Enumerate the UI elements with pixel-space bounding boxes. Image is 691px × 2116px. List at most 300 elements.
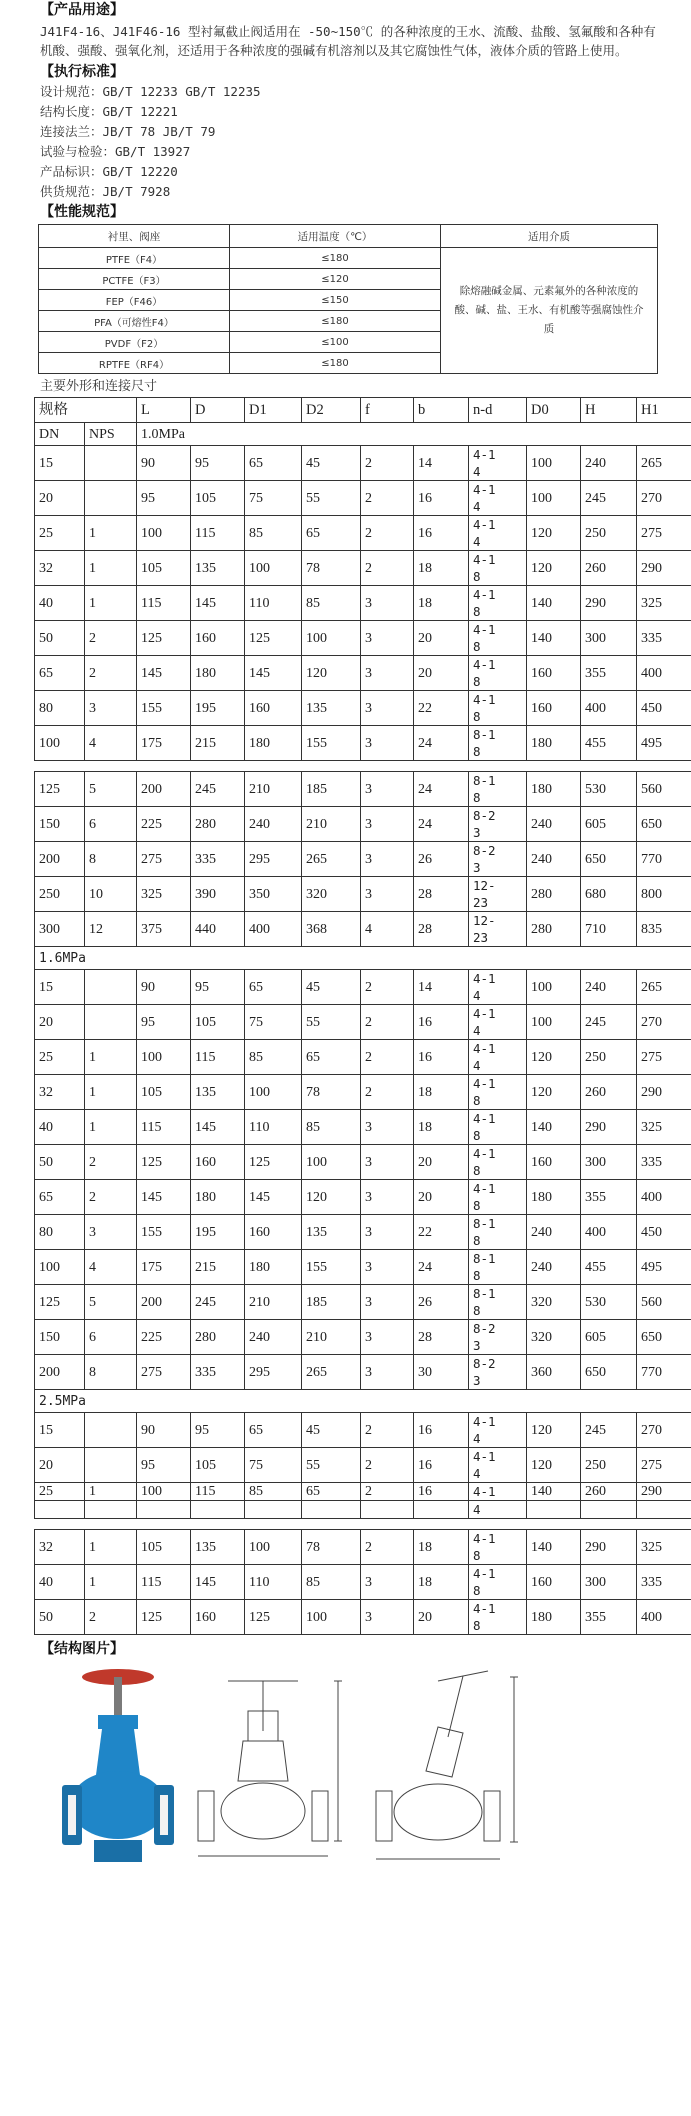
dims-cell: 16: [414, 1483, 469, 1501]
dims-cell: 605: [581, 1320, 637, 1355]
dims-cell: 3: [361, 772, 414, 807]
dims-cell: 400: [581, 1215, 637, 1250]
dims-cell: 95: [191, 970, 245, 1005]
dims-cell: 125: [245, 621, 302, 656]
dims-cell: 280: [527, 912, 581, 947]
dims-cell: 160: [191, 1145, 245, 1180]
dims-cell: 320: [527, 1320, 581, 1355]
dims-cell: 3: [361, 1355, 414, 1390]
dims-cell: 16: [414, 1448, 469, 1483]
dims-cell: 160: [527, 691, 581, 726]
dims-cell: [245, 1501, 302, 1519]
dims-cell: 120: [527, 1075, 581, 1110]
dims-cell: 14: [414, 446, 469, 481]
dims-cell: 650: [581, 842, 637, 877]
dims-cell: 245: [581, 1413, 637, 1448]
usage-text: J41F4-16、J41F46-16 型衬氟截止阀适用在 -50~150℃ 的各种浓度的王水、流酸、盐酸、氢氟酸和各种有机酸、强酸、强氧化剂，还适用于各种浓度的强碱有机溶剂以及其它腐蚀性气体，液体介质的管路上使用。: [40, 24, 656, 58]
dims-cell: 185: [302, 772, 361, 807]
dims-cell: 145: [245, 1180, 302, 1215]
dims-cell: 80: [35, 691, 85, 726]
dims-cell: 265: [637, 970, 691, 1005]
dims-cell: 80: [35, 1215, 85, 1250]
dims-caption: 主要外形和连接尺寸: [40, 379, 158, 394]
dims-cell: 155: [137, 1215, 191, 1250]
dims-cell: 3: [85, 691, 137, 726]
header-d1: D1: [245, 398, 302, 423]
dims-row: [35, 1565, 691, 1600]
dims-cell: 26: [414, 1285, 469, 1320]
dims-cell: 8-2 3: [469, 1355, 527, 1390]
performance-row: [39, 248, 658, 269]
dims-cell: 4-1 4: [469, 1413, 527, 1448]
dims-cell: [85, 1413, 137, 1448]
dims-cell: 8: [85, 1355, 137, 1390]
dims-cell: 150: [35, 807, 85, 842]
dims-cell: 390: [191, 877, 245, 912]
dims-cell: 120: [527, 1040, 581, 1075]
dims-cell: 8: [85, 842, 137, 877]
dims-cell: 16: [414, 1413, 469, 1448]
dims-cell: 245: [191, 1285, 245, 1320]
medium-cell: 除熔融碱金属、元素氟外的各种浓度的酸、碱、盐、王水、有机酸等强腐蚀性介质: [441, 248, 658, 374]
dims-cell: 135: [302, 691, 361, 726]
dims-cell: 1: [85, 1565, 137, 1600]
dims-row: [35, 726, 691, 761]
dims-cell: 32: [35, 1075, 85, 1110]
dims-cell: 1: [85, 551, 137, 586]
header-h: H: [581, 398, 637, 423]
dims-cell: 265: [637, 446, 691, 481]
dims-cell: 30: [414, 1355, 469, 1390]
dims-cell: 8-1 8: [469, 1285, 527, 1320]
dims-cell: 12- 23: [469, 877, 527, 912]
dims-cell: [85, 1005, 137, 1040]
dims-cell: 185: [302, 1285, 361, 1320]
dims-cell: [191, 1501, 245, 1519]
dims-cell: 160: [191, 621, 245, 656]
lining-cell: RPTFE（RF4）: [39, 353, 230, 374]
dims-cell: 18: [414, 1075, 469, 1110]
dims-cell: 145: [137, 656, 191, 691]
dims-cell: 145: [137, 1180, 191, 1215]
dims-row: [35, 1250, 691, 1285]
header-nps: NPS: [85, 423, 137, 446]
dims-row: [35, 1040, 691, 1075]
dims-cell: 3: [361, 726, 414, 761]
dims-cell: 295: [245, 842, 302, 877]
spacer-cell: [35, 761, 691, 772]
dims-row: [35, 481, 691, 516]
dims-cell: 155: [137, 691, 191, 726]
temp-cell: ≤180: [230, 353, 441, 374]
standard-design: 设计规范：GB/T 12233 GB/T 12235: [40, 84, 261, 99]
dims-cell: 245: [191, 772, 245, 807]
dims-cell: 24: [414, 807, 469, 842]
dims-cell: 105: [137, 1075, 191, 1110]
dims-cell: 105: [191, 1448, 245, 1483]
dims-cell: 335: [637, 1565, 691, 1600]
dims-cell: 100: [137, 1483, 191, 1501]
dims-cell: 240: [527, 1215, 581, 1250]
dims-cell: 280: [527, 877, 581, 912]
dims-cell: 20: [414, 1145, 469, 1180]
temp-cell: ≤180: [230, 248, 441, 269]
dims-cell: 325: [637, 1110, 691, 1145]
dims-cell: 95: [137, 1005, 191, 1040]
dims-cell: 240: [581, 446, 637, 481]
performance-table: [38, 224, 658, 374]
dims-row: [35, 1448, 691, 1483]
standard-flange: 连接法兰：JB/T 78 JB/T 79: [40, 124, 216, 139]
dims-cell: 245: [581, 481, 637, 516]
lining-cell: PTFE（F4）: [39, 248, 230, 269]
dims-row: [35, 1145, 691, 1180]
dims-cell: [581, 1501, 637, 1519]
temp-cell: ≤100: [230, 332, 441, 353]
dims-cell: 4-1 8: [469, 1565, 527, 1600]
dims-cell: 15: [35, 970, 85, 1005]
header-f: f: [361, 398, 414, 423]
dims-cell: 100: [245, 551, 302, 586]
dims-row: [35, 1413, 691, 1448]
dims-cell: 85: [245, 1483, 302, 1501]
dims-cell: 4-1 8: [469, 1180, 527, 1215]
dims-cell: 4-1 8: [469, 691, 527, 726]
dims-cell: 90: [137, 446, 191, 481]
header-spec: 规格: [35, 398, 137, 423]
dims-cell: 10: [85, 877, 137, 912]
dims-row: [35, 1110, 691, 1145]
dims-cell: 195: [191, 691, 245, 726]
dimensions-table: [34, 397, 691, 1635]
dims-cell: 3: [361, 1600, 414, 1635]
dims-cell: 290: [637, 1075, 691, 1110]
dims-cell: [361, 1501, 414, 1519]
dims-cell: 455: [581, 1250, 637, 1285]
dims-cell: 115: [191, 516, 245, 551]
dims-cell: 120: [302, 656, 361, 691]
dims-cell: 115: [137, 1565, 191, 1600]
dims-cell: 3: [361, 656, 414, 691]
dims-cell: 100: [302, 1145, 361, 1180]
dims-cell: 200: [137, 772, 191, 807]
header-d2: D2: [302, 398, 361, 423]
dims-cell: 1: [85, 1483, 137, 1501]
dims-cell: 100: [35, 1250, 85, 1285]
dims-cell: 450: [637, 691, 691, 726]
dims-cell: 3: [361, 1565, 414, 1600]
dims-cell: 125: [35, 1285, 85, 1320]
dims-cell: 2: [361, 446, 414, 481]
dims-cell: 110: [245, 1565, 302, 1600]
dims-cell: 125: [35, 772, 85, 807]
dims-cell: 800: [637, 877, 691, 912]
dims-cell: 160: [245, 1215, 302, 1250]
dims-row: [35, 970, 691, 1005]
dims-cell: 65: [35, 1180, 85, 1215]
dims-cell: 65: [245, 446, 302, 481]
dims-cell: 26: [414, 842, 469, 877]
dims-cell: 125: [245, 1600, 302, 1635]
dims-cell: 140: [527, 621, 581, 656]
dims-cell: 4-1 8: [469, 1600, 527, 1635]
dims-cell: 1: [85, 1110, 137, 1145]
dims-cell: 290: [581, 1530, 637, 1565]
dims-cell: 22: [414, 1215, 469, 1250]
dims-cell: 25: [35, 516, 85, 551]
dims-cell: 3: [361, 1110, 414, 1145]
dims-cell: 78: [302, 551, 361, 586]
dims-cell: 245: [581, 1005, 637, 1040]
dims-cell: 140: [527, 1110, 581, 1145]
dims-cell: 240: [527, 807, 581, 842]
header-medium: 适用介质: [441, 225, 658, 248]
dims-cell: 4-1 8: [469, 551, 527, 586]
dims-cell: 28: [414, 1320, 469, 1355]
dims-cell: 145: [191, 1565, 245, 1600]
dims-cell: 280: [191, 1320, 245, 1355]
dims-cell: 2: [361, 481, 414, 516]
dims-cell: 6: [85, 1320, 137, 1355]
dims-cell: 75: [245, 481, 302, 516]
dims-cell: 4-1 8: [469, 1075, 527, 1110]
dims-cell: 1: [85, 1075, 137, 1110]
lining-cell: FEP（F46）: [39, 290, 230, 311]
dims-cell: 125: [137, 1145, 191, 1180]
dims-cell: 2: [361, 1448, 414, 1483]
dims-cell: 275: [137, 842, 191, 877]
dims-cell: 78: [302, 1530, 361, 1565]
dims-cell: 125: [137, 621, 191, 656]
performance-header-row: [39, 225, 658, 248]
dims-row: [35, 1005, 691, 1040]
dims-cell: 40: [35, 1565, 85, 1600]
dims-cell: 95: [191, 446, 245, 481]
dims-spacer-row: [35, 761, 691, 772]
dims-cell: 12: [85, 912, 137, 947]
dims-cell: 1: [85, 1530, 137, 1565]
structure-images: [38, 1661, 658, 1901]
dims-cell: 320: [302, 877, 361, 912]
dims-cell: 180: [527, 726, 581, 761]
dims-cell: 160: [527, 656, 581, 691]
dims-cell: [85, 446, 137, 481]
dims-cell: 120: [527, 1413, 581, 1448]
dims-cell: 120: [527, 516, 581, 551]
dims-row: [35, 691, 691, 726]
dims-cell: 2: [361, 551, 414, 586]
dims-row: [35, 1215, 691, 1250]
dims-cell: 120: [527, 1448, 581, 1483]
dims-row: [35, 1483, 691, 1501]
dims-cell: 105: [137, 1530, 191, 1565]
dims-cell: 85: [302, 586, 361, 621]
dims-cell: 180: [245, 1250, 302, 1285]
dims-cell: 125: [137, 1600, 191, 1635]
dims-cell: 145: [191, 586, 245, 621]
dims-cell: 3: [361, 807, 414, 842]
dims-cell: 495: [637, 726, 691, 761]
dims-cell: 680: [581, 877, 637, 912]
dims-cell: [35, 1501, 85, 1519]
dims-cell: 4-1 4: [469, 1040, 527, 1075]
dims-cell: 275: [637, 516, 691, 551]
lining-cell: PCTFE（F3）: [39, 269, 230, 290]
dims-cell: 650: [637, 1320, 691, 1355]
dims-cell: 2: [361, 1483, 414, 1501]
dims-cell: 275: [637, 1448, 691, 1483]
dims-cell: 3: [361, 621, 414, 656]
header-h1: H1: [637, 398, 691, 423]
pressure-row: [35, 1390, 691, 1413]
dims-cell: 1: [85, 586, 137, 621]
dims-cell: 290: [581, 586, 637, 621]
dims-cell: 2: [85, 1145, 137, 1180]
dims-cell: 25: [35, 1483, 85, 1501]
dims-cell: 4-1 4: [469, 1005, 527, 1040]
dims-cell: 155: [302, 1250, 361, 1285]
dims-row: [35, 1285, 691, 1320]
dims-cell: 125: [245, 1145, 302, 1180]
dims-cell: 65: [245, 1413, 302, 1448]
dims-cell: [85, 481, 137, 516]
dims-cell: 355: [581, 1600, 637, 1635]
dims-cell: 2: [361, 1530, 414, 1565]
dims-cell: 100: [35, 726, 85, 761]
temp-cell: ≤180: [230, 311, 441, 332]
standard-supply: 供货规范：JB/T 7928: [40, 184, 171, 199]
dims-cell: 28: [414, 912, 469, 947]
dims-cell: 270: [637, 1413, 691, 1448]
dims-cell: 8-1 8: [469, 726, 527, 761]
dims-cell: 250: [581, 1448, 637, 1483]
dims-cell: 95: [191, 1413, 245, 1448]
dims-cell: 95: [137, 1448, 191, 1483]
dims-cell: 4-1 4: [469, 1448, 527, 1483]
dims-cell: 4: [469, 1501, 527, 1519]
standard-marking: 产品标识：GB/T 12220: [40, 164, 178, 179]
dims-cell: 650: [637, 807, 691, 842]
dims-row: [35, 912, 691, 947]
dims-cell: 275: [637, 1040, 691, 1075]
dims-cell: 18: [414, 551, 469, 586]
dims-cell: 250: [581, 516, 637, 551]
dims-cell: 16: [414, 1005, 469, 1040]
dims-cell: 90: [137, 1413, 191, 1448]
dims-cell: 50: [35, 621, 85, 656]
dims-cell: 15: [35, 1413, 85, 1448]
dims-cell: 8-1 8: [469, 772, 527, 807]
standards-section-title: 【执行标准】: [40, 64, 124, 80]
dims-cell: 100: [137, 1040, 191, 1075]
dims-cell: 325: [137, 877, 191, 912]
dims-row: [35, 516, 691, 551]
dims-cell: 450: [637, 1215, 691, 1250]
dims-cell: 24: [414, 1250, 469, 1285]
dims-cell: 3: [361, 691, 414, 726]
dims-cell: 95: [137, 481, 191, 516]
dims-cell: 16: [414, 516, 469, 551]
dims-cell: 3: [361, 877, 414, 912]
dims-cell: 4-1 8: [469, 1110, 527, 1145]
dims-cell: 2: [85, 656, 137, 691]
dims-row: [35, 586, 691, 621]
dims-cell: 160: [191, 1600, 245, 1635]
standard-test: 试验与检验：GB/T 13927: [40, 144, 191, 159]
dims-cell: 65: [245, 970, 302, 1005]
dims-cell: 115: [137, 586, 191, 621]
dims-cell: 45: [302, 1413, 361, 1448]
dims-cell: 155: [302, 726, 361, 761]
dims-cell: 8-1 8: [469, 1250, 527, 1285]
dims-cell: 85: [245, 516, 302, 551]
dims-cell: 18: [414, 1530, 469, 1565]
dims-cell: 295: [245, 1355, 302, 1390]
dims-cell: 3: [361, 1285, 414, 1320]
dims-cell: 12- 23: [469, 912, 527, 947]
dims-cell: 4-1 4: [469, 481, 527, 516]
dims-cell: 135: [302, 1215, 361, 1250]
dims-cell: [637, 1501, 691, 1519]
dims-cell: 25: [35, 1040, 85, 1075]
dims-cell: 4-1 8: [469, 1530, 527, 1565]
pressure-label: 2.5MPa: [35, 1390, 691, 1413]
temp-cell: ≤120: [230, 269, 441, 290]
pressure-label: 1.6MPa: [35, 947, 691, 970]
dims-cell: 140: [527, 1530, 581, 1565]
dims-cell: 265: [302, 842, 361, 877]
dims-cell: 260: [581, 1075, 637, 1110]
dims-cell: 495: [637, 1250, 691, 1285]
dims-cell: 65: [302, 516, 361, 551]
dims-cell: 250: [581, 1040, 637, 1075]
dims-cell: 4: [85, 1250, 137, 1285]
dims-cell: 100: [302, 621, 361, 656]
dims-cell: 24: [414, 772, 469, 807]
dims-cell: 20: [414, 621, 469, 656]
dims-cell: 8-2 3: [469, 807, 527, 842]
dims-cell: 4-1 8: [469, 1145, 527, 1180]
dims-cell: [85, 1448, 137, 1483]
dims-cell: 16: [414, 1040, 469, 1075]
dims-cell: [85, 1501, 137, 1519]
valve-photo: [58, 1665, 178, 1875]
dims-cell: 2: [85, 621, 137, 656]
dims-cell: [137, 1501, 191, 1519]
dims-cell: 22: [414, 691, 469, 726]
dims-cell: 368: [302, 912, 361, 947]
dims-cell: 325: [637, 1530, 691, 1565]
dims-cell: 3: [361, 1145, 414, 1180]
header-lining: 衬里、阀座: [39, 225, 230, 248]
dims-cell: 200: [35, 1355, 85, 1390]
dims-cell: 100: [245, 1530, 302, 1565]
dims-cell: 270: [637, 1005, 691, 1040]
dims-cell: 180: [191, 656, 245, 691]
dims-cell: 40: [35, 586, 85, 621]
header-dn: DN: [35, 423, 85, 446]
dims-cell: 5: [85, 772, 137, 807]
dims-cell: 4-1 4: [469, 970, 527, 1005]
dims-cell: 4-1 8: [469, 621, 527, 656]
dims-row: [35, 807, 691, 842]
dims-cell: 20: [35, 1448, 85, 1483]
dims-cell: 55: [302, 481, 361, 516]
dims-cell: 335: [637, 1145, 691, 1180]
dims-cell: 335: [191, 842, 245, 877]
dims-cell: 240: [527, 842, 581, 877]
dims-cell: 300: [581, 1565, 637, 1600]
